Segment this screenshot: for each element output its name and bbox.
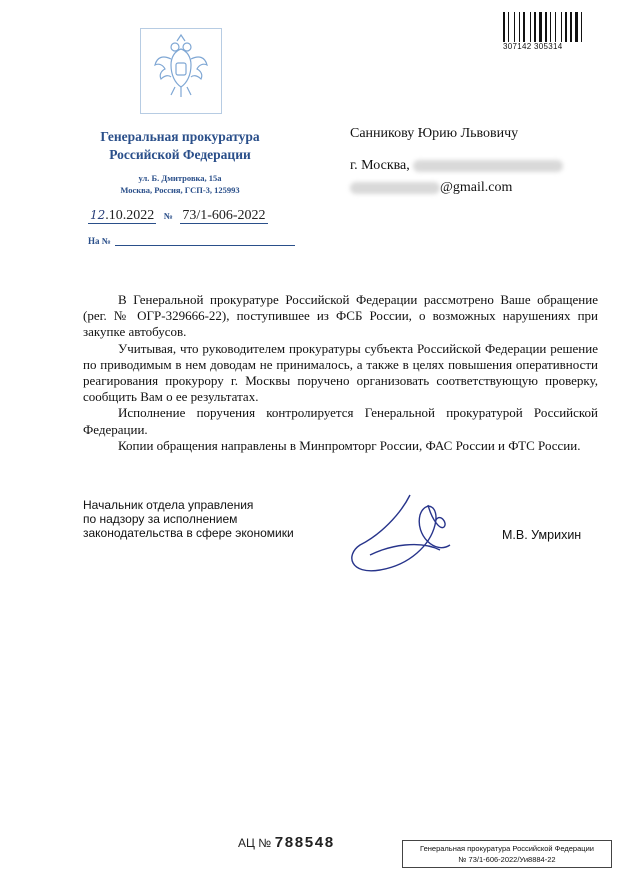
redacted-email-user — [350, 182, 440, 194]
barcode — [503, 12, 589, 42]
barcode-bar — [510, 12, 513, 42]
paragraph-4: Копии обращения направлены в Минпромторг России, ФАС России и ФТС России. — [118, 437, 581, 453]
barcode-bar — [581, 12, 582, 42]
barcode-bar — [573, 12, 574, 42]
barcode-bar — [561, 12, 562, 42]
barcode-bar — [506, 12, 507, 42]
barcode-bar — [557, 12, 560, 42]
registration-line — [88, 208, 268, 224]
coat-of-arms-icon — [140, 28, 222, 114]
org-line-2: Российской Федерации — [109, 147, 251, 162]
barcode-bar — [568, 12, 569, 42]
ac-number: 788548 — [274, 835, 335, 852]
barcode-bar — [570, 12, 572, 42]
barcode-bar — [514, 12, 515, 42]
signer-title — [83, 498, 323, 540]
address-line-1: ул. Б. Дмитровка, 15а — [138, 173, 222, 183]
barcode-bar — [530, 12, 531, 42]
organization-name — [60, 128, 300, 164]
letter-body — [83, 292, 598, 454]
reply-line — [115, 245, 295, 246]
barcode-bar — [555, 12, 556, 42]
signer-line-1: Начальник отдела управления — [83, 498, 254, 512]
signer-name: М.В. Умрихин — [502, 528, 582, 542]
number-label: № — [163, 211, 173, 221]
addressee-name: Санникову Юрию Львовичу — [350, 126, 519, 141]
barcode-bar — [543, 12, 544, 42]
registration-stamp — [402, 840, 612, 868]
barcode-number: 307142 305314 — [503, 42, 563, 51]
addressee-city: г. Москва, — [350, 158, 410, 173]
registration-date — [88, 208, 156, 224]
reply-label: На № — [88, 236, 111, 246]
addressee-block — [350, 124, 600, 198]
stamp-line-1: Генеральная прокуратура Российской Федерации — [420, 844, 594, 853]
stamp-line-2: № 73/1-606-2022/Уи8884-22 — [458, 855, 556, 864]
barcode-bar — [548, 12, 549, 42]
signer-line-3: законодательства в сфере экономики — [83, 526, 294, 540]
barcode-bar — [519, 12, 520, 42]
addressee-email-suffix: @gmail.com — [440, 180, 513, 195]
signer-line-2: по надзору за исполнением — [83, 512, 238, 526]
redacted-address — [413, 160, 563, 172]
date-day-handwritten: 12 — [90, 208, 106, 222]
barcode-bar — [537, 12, 538, 42]
handwritten-signature — [340, 485, 500, 585]
barcode-bar — [508, 12, 509, 42]
barcode-bar — [532, 12, 533, 42]
barcode-bar — [539, 12, 542, 42]
organization-address — [60, 172, 300, 196]
barcode-bar — [521, 12, 522, 42]
barcode-bar — [579, 12, 580, 42]
paragraph-2: Учитывая, что руководителем прокуратуры субъекта Российской Федерации решение по приводимым в нем доводам не принималось, а также в целях повышения оперативности реагирования прокурору г. Москвы поручено организовать соответствующую проверку, сообщить Вам о ее результатах. — [83, 340, 598, 405]
address-line-2: Москва, Россия, ГСП-3, 125993 — [120, 185, 240, 195]
ac-number-block — [238, 835, 334, 852]
paragraph-3: Исполнение поручения контролируется Генеральной прокуратурой Российской Федерации. — [83, 405, 598, 437]
org-line-1: Генеральная прокуратура — [100, 129, 260, 144]
barcode-bar — [545, 12, 547, 42]
barcode-bar — [583, 12, 585, 42]
barcode-bar — [534, 12, 536, 42]
barcode-bar — [503, 12, 505, 42]
barcode-bar — [526, 12, 529, 42]
barcode-bar — [565, 12, 567, 42]
date-rest: .10.2022 — [105, 208, 155, 223]
reply-to-field — [88, 236, 295, 246]
barcode-bar — [575, 12, 578, 42]
paragraph-1: В Генеральной прокуратуре Российской Федерации рассмотрено Ваше обращение (рег. № ОГР-329666-22), поступившее из ФСБ России, о возможных нарушениях при закупке автобусов. — [83, 292, 598, 340]
registration-number: 73/1-606-2022 — [182, 208, 266, 223]
barcode-bar — [516, 12, 518, 42]
barcode-bar — [550, 12, 551, 42]
ac-label: АЦ № — [238, 836, 272, 850]
barcode-bar — [552, 12, 554, 42]
barcode-bar — [563, 12, 564, 42]
barcode-bar — [523, 12, 525, 42]
